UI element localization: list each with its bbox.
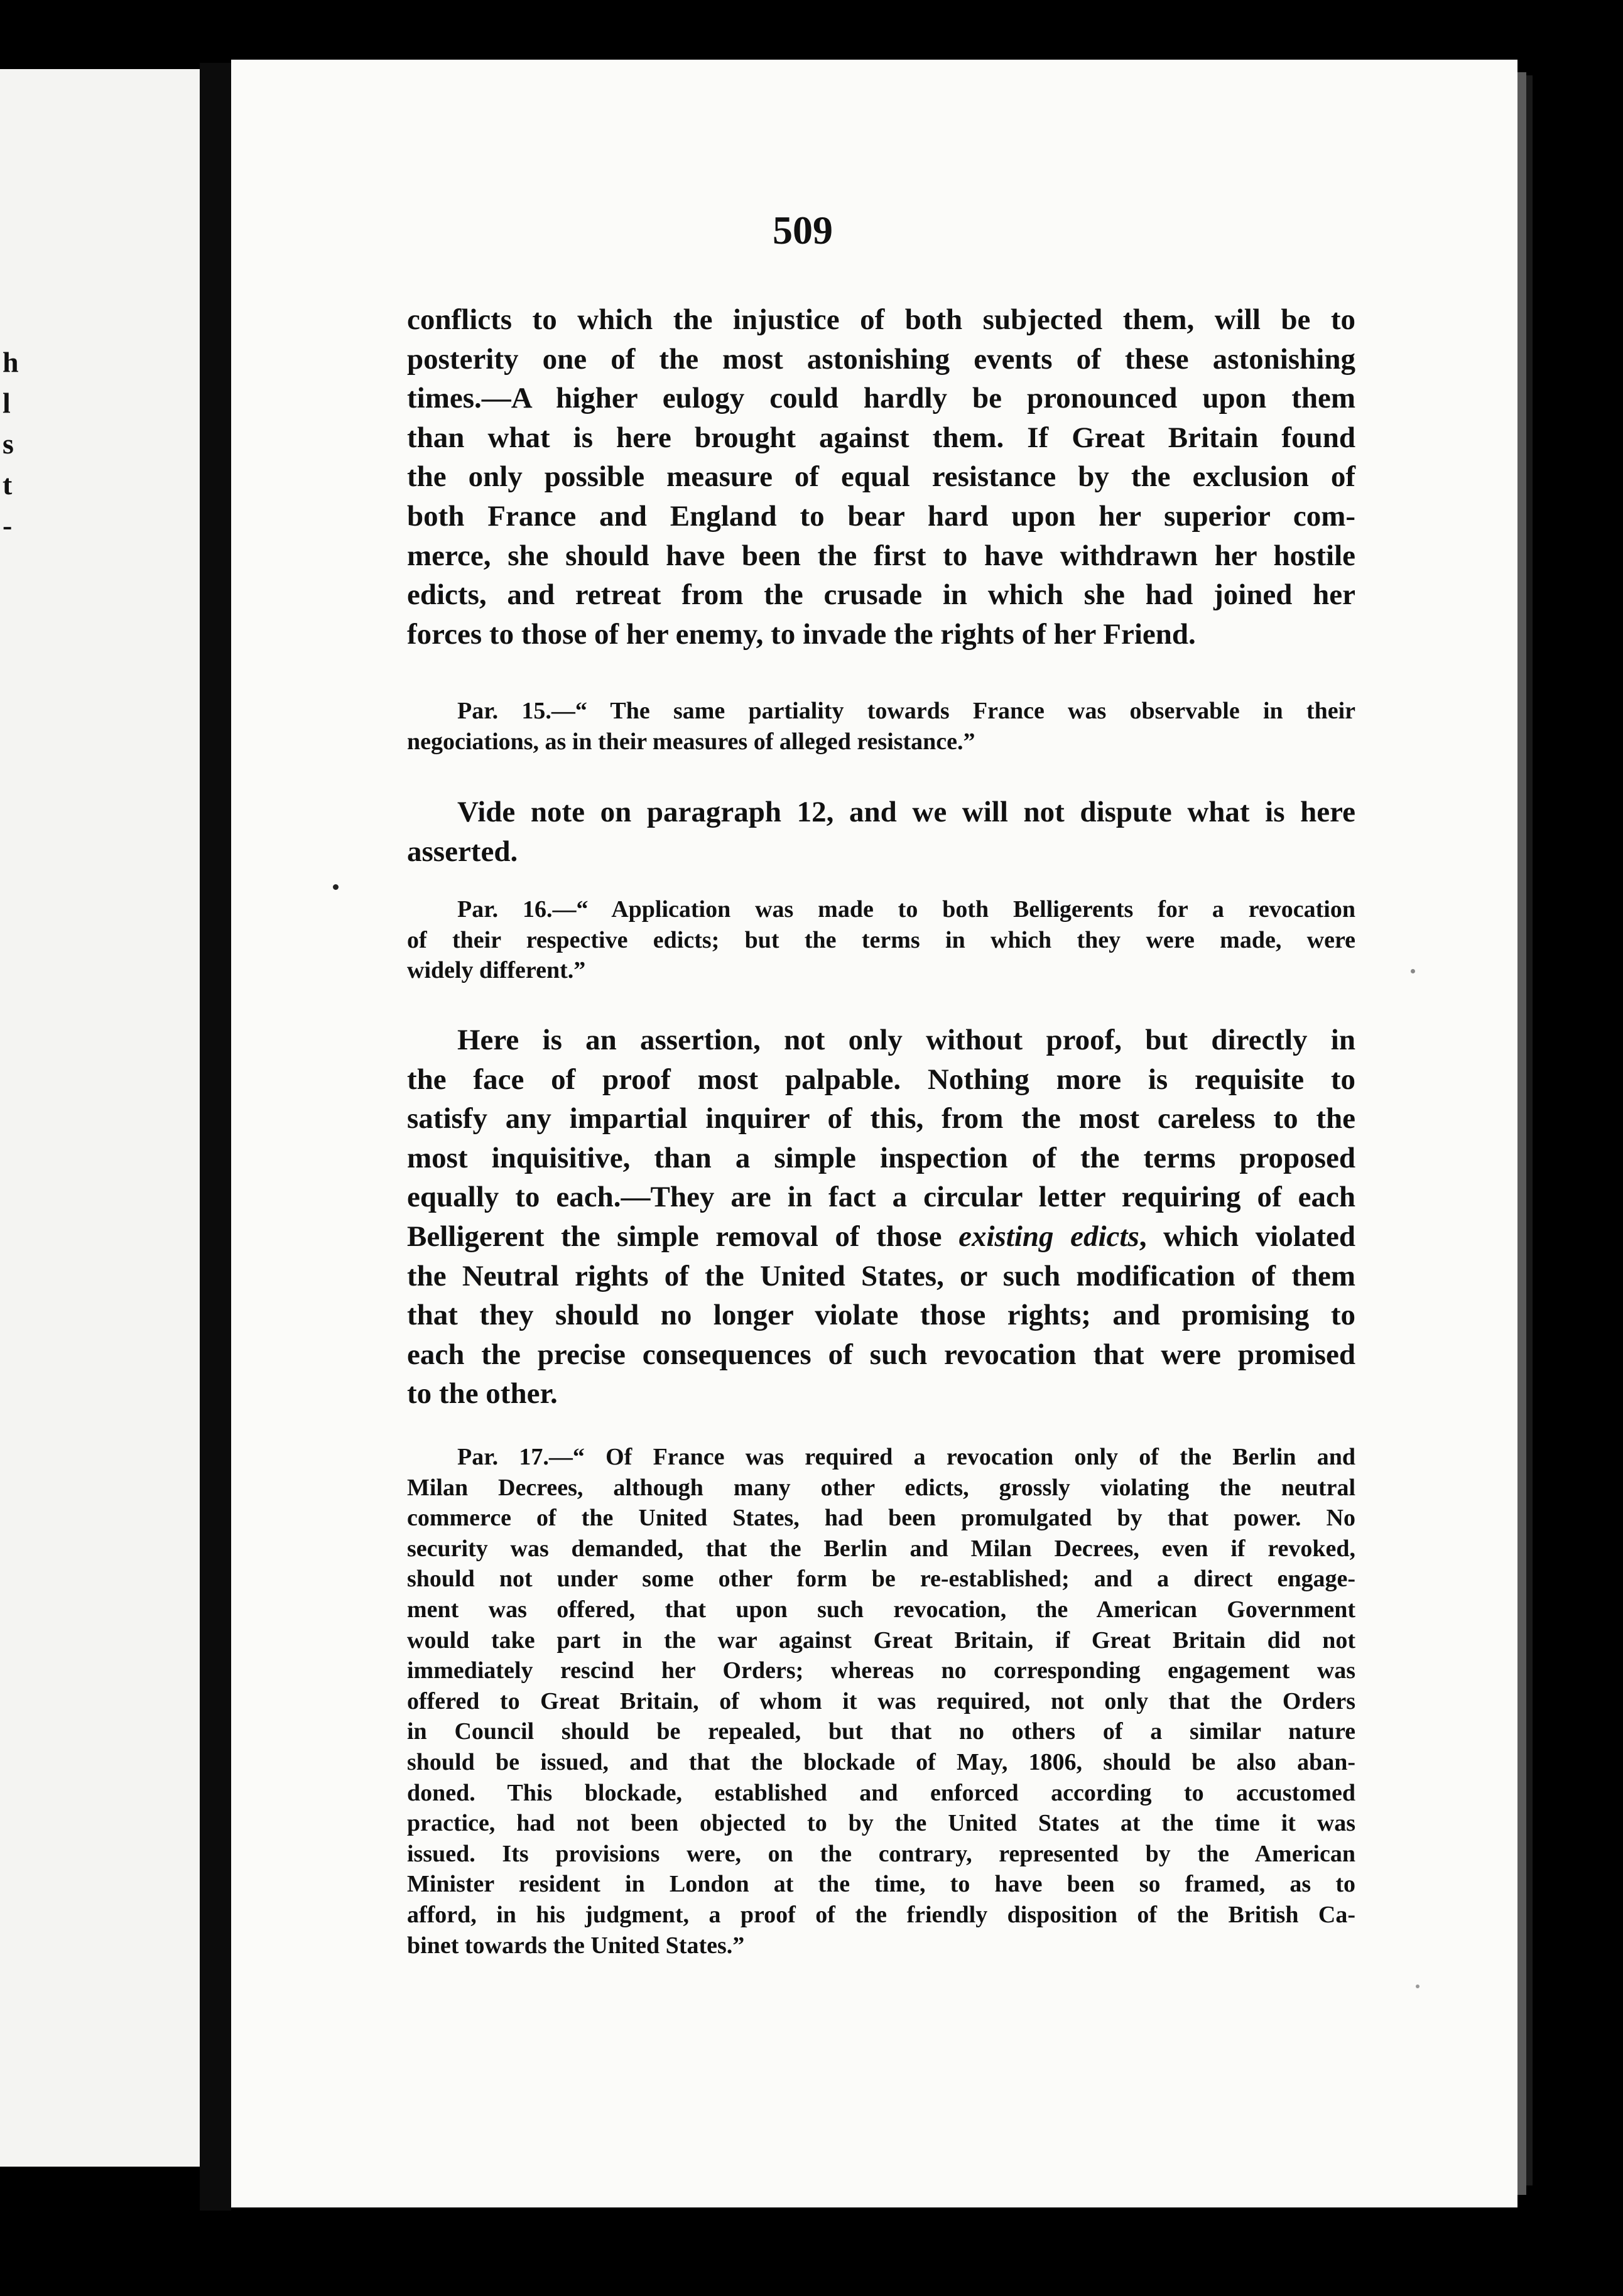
left-edge-letter: h xyxy=(3,346,19,378)
text-line: should be issued, and that the blockade of May, 1806, should be also aban- xyxy=(407,1748,1355,1775)
paragraph-p3 xyxy=(407,793,1355,871)
text-line: immediately rescind her Orders; whereas no corresponding engagement was xyxy=(407,1657,1355,1684)
text-line: negociations, as in their measures of alleged resistance.” xyxy=(407,728,975,755)
text-line: the only possible measure of equal resistance by the exclusion of xyxy=(407,460,1355,494)
paragraph-p2-quote xyxy=(407,696,1355,757)
paragraph-p1 xyxy=(407,300,1355,654)
left-edge-letter: t xyxy=(3,468,13,501)
text-line: afford, in his judgment, a proof of the friendly disposition of the British Ca- xyxy=(407,1901,1355,1928)
text-line: forces to those of her enemy, to invade the rights of her Friend. xyxy=(407,617,1196,651)
text-line: Par. 16.—“ Application was made to both Belligerents for a revocation xyxy=(457,896,1355,923)
text-line: merce, she should have been the first to have withdrawn her hostile xyxy=(407,539,1355,572)
left-edge-letter: s xyxy=(3,428,14,460)
left-page-fragment-letters xyxy=(0,69,25,2167)
text-line: practice, had not been objected to by the United States at the time it was xyxy=(407,1810,1355,1837)
print-speck xyxy=(333,884,339,890)
text-line: issued. Its provisions were, on the contrary, represented by the American xyxy=(407,1840,1355,1867)
text-line: offered to Great Britain, of whom it was required, not only that the Orders xyxy=(407,1687,1355,1714)
text-line: Par. 17.—“ Of France was required a revocation only of the Berlin and xyxy=(457,1444,1355,1470)
text-line: that they should no longer violate those rights; and promising to xyxy=(407,1299,1355,1332)
paragraph-p6-quote xyxy=(407,1442,1355,1961)
text-line: asserted. xyxy=(407,835,518,868)
text-line: satisfy any impartial inquirer of this, from the most careless to the xyxy=(407,1102,1355,1135)
left-edge-letter: l xyxy=(3,387,11,419)
text-line: widely different.” xyxy=(407,957,586,984)
left-page-edge xyxy=(0,69,200,2167)
text-line: each the precise consequences of such revocation that were promised xyxy=(407,1338,1355,1371)
page-edge-dark xyxy=(1526,75,1533,2185)
text-line: security was demanded, that the Berlin and Milan Decrees, even if revoked, xyxy=(407,1535,1355,1562)
text-line: of their respective edicts; but the terms in which they were made, were xyxy=(407,926,1355,953)
text-line: commerce of the United States, had been promulgated by that power. No xyxy=(407,1505,1355,1532)
text-line: ment was offered, that upon such revocation, the American Government xyxy=(407,1596,1355,1623)
paragraph-p4-quote xyxy=(407,894,1355,986)
text-line: the face of proof most palpable. Nothing more is requisite to xyxy=(407,1063,1355,1096)
page-number: 509 xyxy=(773,208,833,252)
text-line: Milan Decrees, although many other edicts, grossly violating the neutral xyxy=(407,1474,1355,1501)
paragraph-p5 xyxy=(407,1021,1355,1414)
text-line: doned. This blockade, established and enforced according to accustomed xyxy=(407,1779,1355,1806)
text-line: should not under some other form be re-established; and a direct engage- xyxy=(407,1566,1355,1593)
left-edge-letter: - xyxy=(3,509,13,541)
book-gutter xyxy=(200,63,231,2211)
text-line: most inquisitive, than a simple inspection of the terms proposed xyxy=(407,1141,1355,1174)
text-line: Minister resident in London at the time, to have been so framed, as to xyxy=(407,1871,1355,1898)
text-line: times.—A higher eulogy could hardly be pronounced upon them xyxy=(407,382,1355,415)
text-line: would take part in the war against Great Britain, if Great Britain did not xyxy=(407,1627,1355,1654)
text-line: Here is an assertion, not only without proof, but directly in xyxy=(457,1024,1355,1056)
text-line: Vide note on paragraph 12, and we will not dispute what is here xyxy=(457,796,1355,828)
text-line: equally to each.—They are in fact a circular letter requiring of each xyxy=(407,1181,1355,1214)
text-line: the Neutral rights of the United States, or such modification of them xyxy=(407,1259,1355,1292)
text-line: Belligerent the simple removal of those existing edicts, which violated xyxy=(407,1220,1356,1253)
print-speck xyxy=(1411,969,1415,973)
text-line: Par. 15.—“ The same partiality towards France was observable in their xyxy=(457,698,1355,724)
text-line: edicts, and retreat from the crusade in which she had joined her xyxy=(407,578,1355,612)
print-speck xyxy=(1416,1985,1419,1988)
text-line: posterity one of the most astonishing events of these astonishing xyxy=(407,342,1355,376)
text-line: to the other. xyxy=(407,1377,558,1411)
text-line: both France and England to bear hard upon her superior com- xyxy=(407,499,1355,533)
text-line: conflicts to which the injustice of both subjected them, will be to xyxy=(407,303,1355,336)
page-edge-shadow xyxy=(1517,72,1526,2195)
text-line: binet towards the United States.” xyxy=(407,1932,745,1959)
text-line: than what is here brought against them. If Great Britain found xyxy=(407,421,1355,454)
text-line: in Council should be repealed, but that no others of a similar nature xyxy=(407,1718,1355,1745)
